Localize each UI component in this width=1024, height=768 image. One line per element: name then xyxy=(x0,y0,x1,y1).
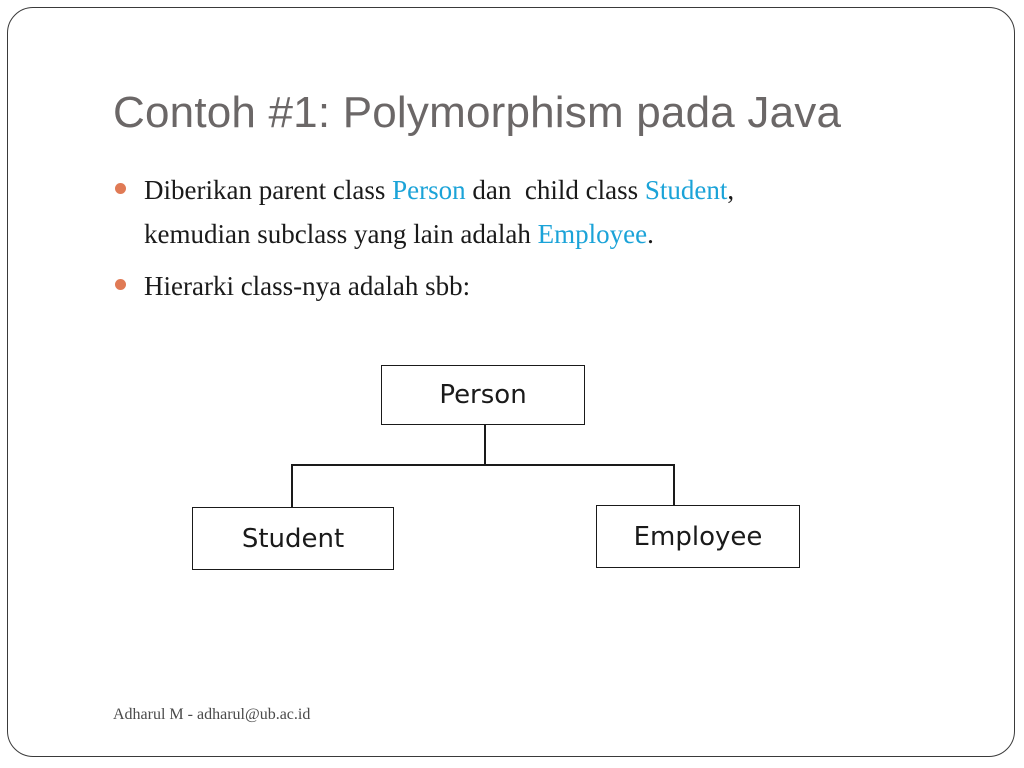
class-box-employee: Employee xyxy=(596,505,800,568)
bullet-1-text-5: . xyxy=(647,219,654,249)
bullet-1-text-2: dan child class xyxy=(465,175,645,205)
slide-title: Contoh #1: Polymorphism pada Java xyxy=(113,88,842,137)
class-box-student: Student xyxy=(192,507,394,570)
bullet-1-highlight-employee: Employee xyxy=(537,219,648,249)
bullet-dot-icon xyxy=(115,183,126,194)
bullet-1-text-4: kemudian subclass yang lain adalah xyxy=(144,219,538,249)
bullet-1-text-3: , xyxy=(727,175,735,205)
bullet-list xyxy=(113,168,913,308)
footer-author: Adharul M - adharul@ub.ac.id xyxy=(113,706,311,723)
bullet-dot-icon xyxy=(115,279,126,290)
class-box-person: Person xyxy=(381,365,585,425)
bullet-item-2 xyxy=(113,264,913,308)
bullet-1-text-1: Diberikan parent class xyxy=(144,175,393,205)
bullet-2-text: Hierarki class-nya adalah sbb: xyxy=(144,271,471,301)
bullet-1-highlight-person: Person xyxy=(392,175,466,205)
bullet-1-highlight-student: Student xyxy=(644,175,728,205)
bullet-item-1 xyxy=(113,168,913,256)
